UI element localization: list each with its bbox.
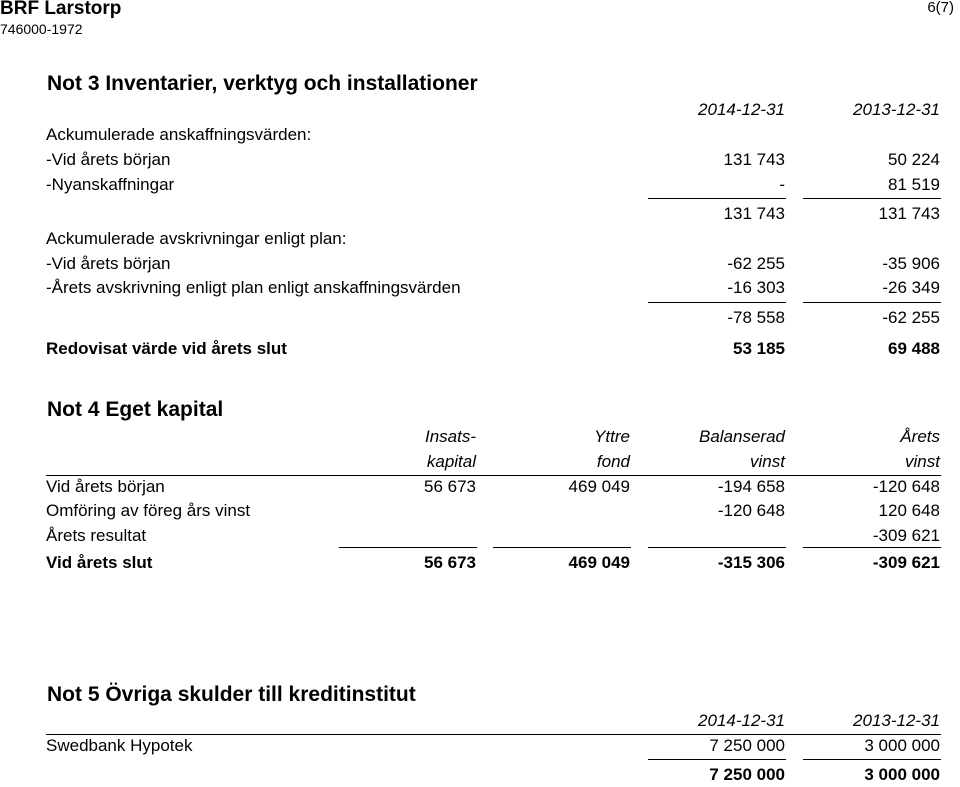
note3-row-value: -16 303 (727, 278, 785, 297)
subtotal-rule (648, 759, 786, 760)
subtotal-rule (648, 547, 786, 548)
note4-row-label: Årets resultat (46, 526, 147, 545)
note5-row-label: Swedbank Hypotek (46, 736, 193, 755)
note3-total-value: 69 488 (888, 339, 940, 358)
note4-row-value: -120 648 (872, 477, 940, 496)
organization-number: 746000-1972 (0, 21, 83, 37)
note3-row-label: Ackumulerade anskaffningsvärden: (46, 125, 312, 144)
note5-row-value: 7 250 000 (709, 736, 785, 755)
note4-col-header: Balanserad (698, 427, 785, 446)
note3-row-value: 131 743 (723, 204, 785, 223)
note4-col-header: kapital (426, 452, 476, 471)
note4-col-header: vinst (750, 452, 785, 471)
note3-row-value: 50 224 (888, 150, 940, 169)
note3-row-value: 131 743 (878, 204, 940, 223)
note3-total-label: Redovisat värde vid årets slut (46, 339, 287, 358)
note3-row-value: 81 519 (888, 175, 940, 194)
table-header-rule (46, 475, 941, 476)
note4-row-value: 469 049 (568, 477, 630, 496)
note4-title: Not 4 Eget kapital (47, 398, 224, 421)
note5-col-header-2013: 2013-12-31 (853, 711, 940, 730)
note3-row-value: -26 349 (882, 278, 940, 297)
note4-col-header: Yttre (594, 427, 630, 446)
subtotal-rule (803, 198, 941, 199)
note4-row-value: -309 621 (872, 526, 940, 545)
note5-total-value: 7 250 000 (709, 765, 785, 784)
subtotal-rule (803, 302, 941, 303)
note4-col-header: fond (596, 452, 630, 471)
subtotal-rule (339, 547, 477, 548)
table-header-rule (46, 734, 941, 735)
organization-name: BRF Larstorp (0, 0, 122, 19)
note3-col-header-2013: 2013-12-31 (853, 100, 940, 119)
note3-row-label: -Nyanskaffningar (46, 175, 175, 194)
note4-total-value: 56 673 (424, 553, 476, 572)
note3-row-value: 131 743 (723, 150, 785, 169)
note5-total-value: 3 000 000 (864, 765, 940, 784)
note4-total-value: -309 621 (872, 553, 940, 572)
note3-row-label: -Vid årets början (46, 150, 171, 169)
subtotal-rule (648, 302, 786, 303)
subtotal-rule (803, 547, 941, 548)
note4-row-value: -120 648 (717, 501, 785, 520)
subtotal-rule (493, 547, 631, 548)
note3-total-value: 53 185 (733, 339, 785, 358)
note4-total-value: 469 049 (568, 553, 630, 572)
note3-row-value: -78 558 (727, 308, 785, 327)
note4-col-header: Insats- (424, 427, 476, 446)
note4-row-label: Vid årets början (46, 477, 165, 496)
note5-row-value: 3 000 000 (864, 736, 940, 755)
note4-col-header: vinst (905, 452, 940, 471)
note3-row-value: -35 906 (882, 254, 940, 273)
note5-title: Not 5 Övriga skulder till kreditinstitut (47, 683, 416, 706)
page-number: 6(7) (927, 0, 954, 16)
note3-row-value: -62 255 (882, 308, 940, 327)
note4-row-value: 56 673 (424, 477, 476, 496)
note3-title: Not 3 Inventarier, verktyg och installationer (47, 72, 478, 95)
note4-row-label: Omföring av föreg års vinst (46, 501, 251, 520)
note4-total-value: -315 306 (717, 553, 785, 572)
note4-col-header: Årets (900, 427, 940, 446)
note3-row-value: - (779, 175, 785, 194)
note4-row-value: -194 658 (717, 477, 785, 496)
subtotal-rule (803, 759, 941, 760)
subtotal-rule (648, 198, 786, 199)
note3-row-label: -Årets avskrivning enligt plan enligt anskaffningsvärden (46, 278, 461, 297)
note4-total-label: Vid årets slut (46, 553, 153, 572)
note3-col-header-2014: 2014-12-31 (698, 100, 785, 119)
note3-row-label: -Vid årets början (46, 254, 171, 273)
note4-row-value: 120 648 (878, 501, 940, 520)
note3-row-value: -62 255 (727, 254, 785, 273)
note3-row-label: Ackumulerade avskrivningar enligt plan: (46, 229, 347, 248)
note5-col-header-2014: 2014-12-31 (698, 711, 785, 730)
